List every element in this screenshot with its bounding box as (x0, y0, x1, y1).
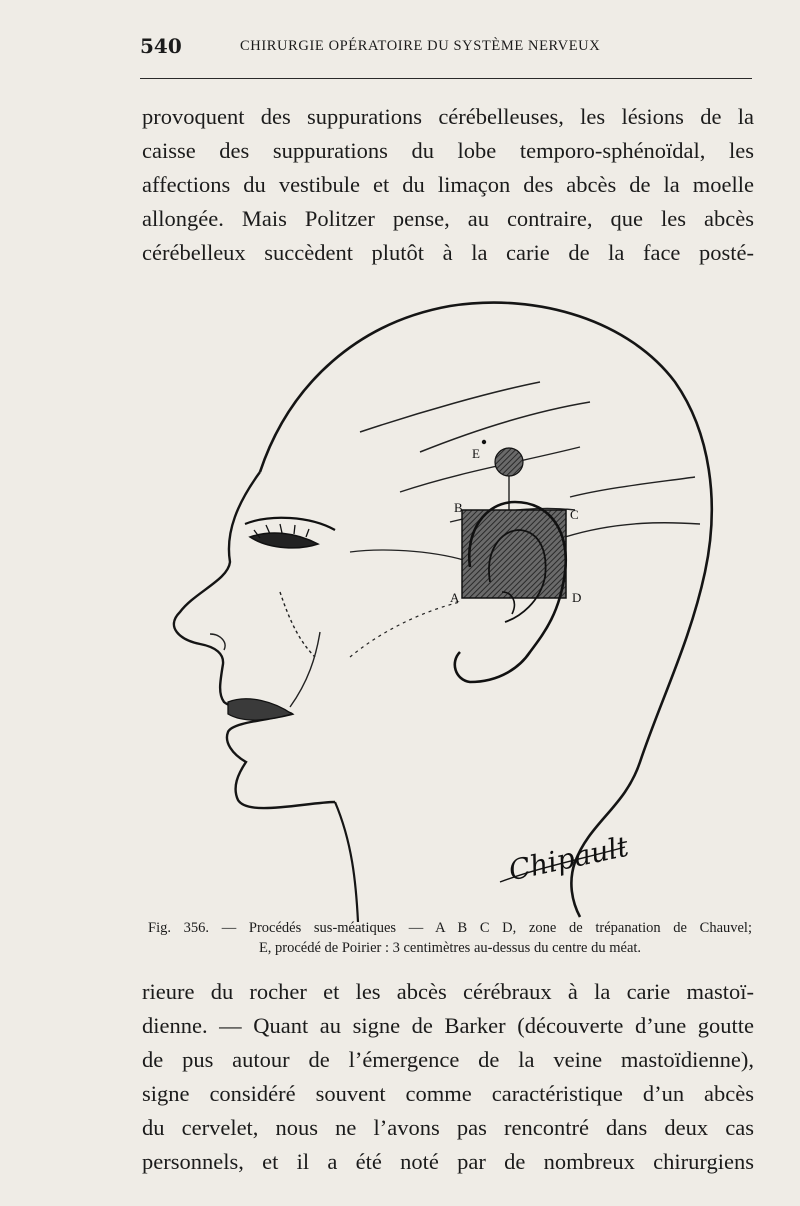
text-line: cérébelleux succèdent plutôt à la carie de la face posté- (142, 240, 754, 265)
page-header (140, 34, 752, 64)
paragraph-top (142, 100, 754, 270)
text-line: rieure du rocher et les abcès cérébraux à la carie mastoï- (142, 979, 754, 1004)
caption-line: Fig. 356. — Procédés sus-méatiques — A B C D, zone de trépanation de Chauvel; (148, 920, 752, 936)
text-line: de pus autour de l’émergence de la veine mastoïdienne), (142, 1047, 754, 1072)
text-line: caisse des suppurations du lobe temporo-sphénoïdal, les (142, 138, 754, 163)
lips (228, 699, 292, 720)
text-line: affections du vestibule et du limaçon des abcès de la moelle (142, 172, 754, 197)
artist-signature: Chipault (505, 829, 632, 888)
head-profile-figure (120, 262, 760, 922)
text-line: personnels, et il a été noté par de nombreux chirurgiens (142, 1149, 754, 1174)
cheek-line (290, 632, 320, 707)
paragraph-bottom (142, 975, 754, 1179)
label-c: C (570, 507, 579, 522)
jaw-line (335, 802, 358, 922)
text-line: signe considéré souvent comme caractéristique d’un abcès (142, 1081, 754, 1106)
small-dot (482, 440, 486, 444)
sulcus-line (420, 402, 590, 452)
caption-line: E, procédé de Poirier : 3 centimètres au-dessus du centre du méat. (258, 940, 642, 956)
eye (250, 533, 318, 548)
dotted-line (350, 602, 460, 657)
header-rule (140, 78, 752, 79)
label-d: D (572, 590, 582, 605)
sulcus-line (570, 477, 695, 497)
text-line: du cervelet, nous ne l’avons pas rencontré dans deux cas (142, 1115, 754, 1140)
poirier-point-e (495, 448, 523, 476)
running-head: CHIRURGIE OPÉRATOIRE DU SYSTÈME NERVEUX (240, 38, 601, 54)
text-line: dienne. — Quant au signe de Barker (découverte d’une goutte (142, 1013, 754, 1038)
page-number: 540 (140, 34, 182, 58)
dotted-line (280, 592, 315, 657)
face-profile (174, 472, 335, 808)
eyebrow (245, 518, 335, 530)
label-e: E (472, 446, 480, 461)
figure-caption (148, 918, 752, 958)
temporal-line (565, 523, 700, 537)
label-a: A (450, 590, 460, 605)
text-line: allongée. Mais Politzer pense, au contraire, que les abcès (142, 206, 754, 231)
zygomatic-line (350, 550, 470, 562)
label-b: B (454, 500, 463, 515)
text-line: provoquent des suppurations cérébelleuses, les lésions de la (142, 104, 754, 129)
sulcus-line (360, 382, 540, 432)
sulcus-line (400, 447, 580, 492)
